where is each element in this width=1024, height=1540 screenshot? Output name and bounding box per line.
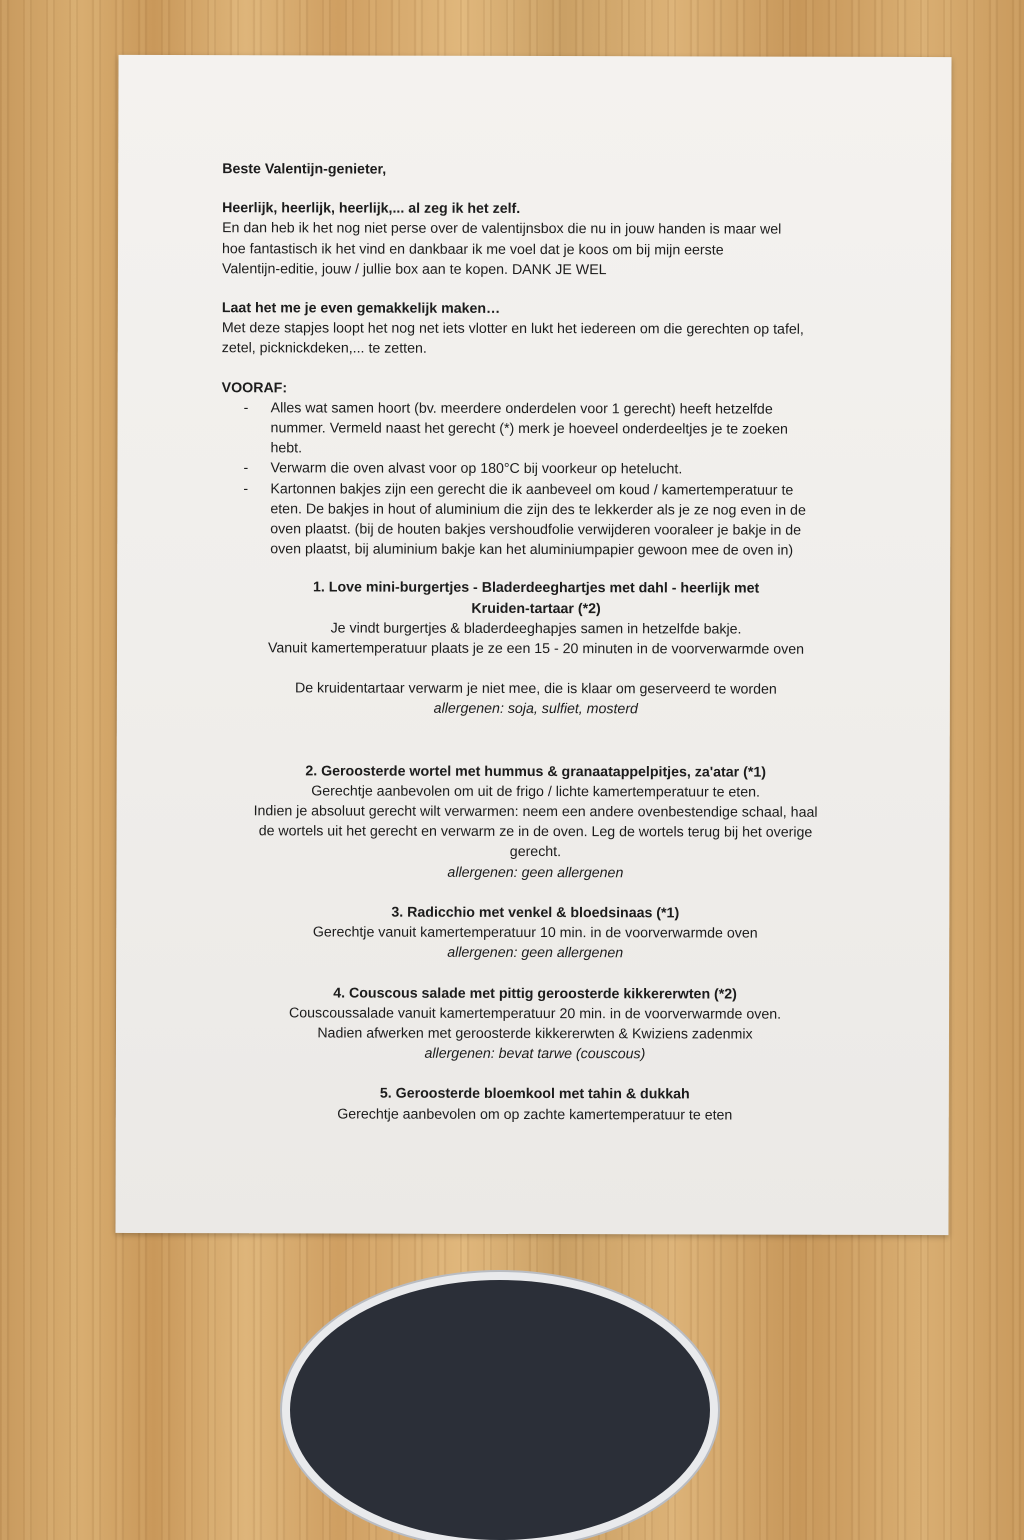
spacer (221, 658, 851, 680)
greeting-block (222, 159, 852, 181)
dish-allergens: allergenen: geen allergenen (447, 945, 624, 962)
dish-allergens: allergenen: soja, sulfiet, mosterd (433, 701, 638, 718)
dish-line: Nadien afwerken met geroosterde kikkererwten & Kwiziens zadenmix (317, 1025, 753, 1043)
dish-line: Je vindt burgertjes & bladerdeeghapjes samen in hetzelfde bakje. (330, 620, 742, 638)
dish-title: Kruiden-tartaar (*2) (471, 600, 601, 617)
spacer (220, 963, 850, 985)
easy-block (222, 298, 852, 360)
list-item (221, 459, 851, 481)
dish-line: Gerechtje aanbevolen om uit de frigo / lichte kamertemperatuur te eten. (311, 783, 760, 801)
list-item (221, 398, 851, 460)
list-item (221, 479, 851, 561)
plate (290, 1280, 710, 1540)
bullet-line: oven plaatst. (bij de houten bakjes vershoudfolie verwijderen vooraleer je bakje in de (270, 521, 802, 539)
dish-allergens: allergenen: bevat tarwe (couscous) (424, 1045, 646, 1063)
dish-line: Gerechtje aanbevolen om op zachte kamertemperatuur te eten (337, 1106, 733, 1124)
intro-line: En dan heb ik het nog niet perse over de valentijnsbox die nu in jouw handen is maar wel (222, 220, 782, 239)
dish-line: Indien je absoluut gerecht wilt verwarmen: neem een andere ovenbestendige schaal, haal (253, 803, 818, 821)
letter-sheet (115, 55, 951, 1235)
dish-title: 1. Love mini-burgertjes - Bladerdeeghartjes met dahl - heerlijk met (313, 579, 760, 598)
easy-line: Met deze stapjes loopt het nog net iets vlotter en lukt het iedereen om die gerechten op tafel, (221, 320, 804, 338)
bullet-line: nummer. Vermeld naast het gerecht (*) merk je hoeveel onderdeeltjes je te zoeken (270, 420, 788, 438)
greeting: Beste Valentijn-genieter, (222, 161, 387, 178)
intro-line: hoe fantastisch ik het vind en dankbaar ik me voel dat je koos om bij mijn eerste (222, 240, 724, 259)
dish-title: 5. Geroosterde bloemkool met tahin & dukkah (379, 1085, 690, 1103)
dish-1 (221, 578, 851, 721)
bullet-line: Alles wat samen hoort (bv. meerdere onderdelen voor 1 gerecht) heeft hetzelfde (270, 400, 773, 418)
dish-3 (220, 902, 850, 964)
bullet-line: hebt. (270, 440, 303, 457)
bullet-dash: - (243, 400, 249, 417)
dish-line: de wortels uit het gerecht en verwarm ze in de oven. Leg de wortels terug bij het overige (258, 823, 813, 842)
spacer (220, 1063, 850, 1085)
easy-heading: Laat het me je even gemakkelijk maken… (221, 300, 501, 317)
intro-heading: Heerlijk, heerlijk, heerlijk,... al zeg ik het zelf. (222, 200, 521, 218)
vooraf-heading: VOORAF: (221, 379, 288, 396)
dish-allergens: allergenen: geen allergenen (447, 864, 624, 881)
bullet-line: Verwarm die oven alvast voor op 180°C bij voorkeur op hetelucht. (270, 460, 683, 478)
dish-title: 3. Radicchio met venkel & bloedsinaas (*1) (391, 904, 680, 922)
dish-line: Vanuit kamertemperatuur plaats je ze een 15 - 20 minuten in de voorverwarmde oven (267, 640, 805, 658)
letter-content (220, 159, 853, 1125)
dish-title: 4. Couscous salade met pittig geroosterde kikkererwten (*2) (333, 984, 737, 1003)
dish-2 (220, 761, 850, 884)
dish-line: De kruidentartaar verwarm je niet mee, die is klaar om geserveerd te worden (294, 680, 777, 698)
dish-line: Couscoussalade vanuit kamertemperatuur 20 min. in de voorverwarmde oven. (288, 1005, 782, 1023)
bullet-line: Kartonnen bakjes zijn een gerecht die ik aanbeveel om koud / kamertemperatuur te (270, 480, 794, 499)
intro-block (222, 198, 852, 280)
easy-line: zetel, picknickdeken,... te zetten. (221, 340, 427, 358)
dish-line: Gerechtje vanuit kamertemperatuur 10 min. in de voorverwarmde oven (312, 924, 758, 942)
vooraf-list (221, 398, 851, 561)
dish-line: gerecht. (509, 844, 562, 861)
spacer (220, 882, 850, 904)
dish-title: 2. Geroosterde wortel met hummus & granaatappelpitjes, za'atar (*1) (305, 763, 767, 781)
intro-line: Valentijn-editie, jouw / jullie box aan te kopen. DANK JE WEL (221, 260, 607, 279)
bullet-dash: - (243, 460, 249, 477)
dish-4 (220, 983, 850, 1065)
bullet-line: oven plaatst, bij aluminium bakje kan het aluminiumpapier gewoon mee de oven in) (270, 541, 794, 559)
bullet-line: eten. De bakjes in hout of aluminium die zijn des te lekkerder als je ze nog even in de (270, 501, 806, 519)
spacer (221, 719, 851, 763)
bullet-dash: - (243, 480, 249, 497)
dish-5 (220, 1083, 850, 1125)
